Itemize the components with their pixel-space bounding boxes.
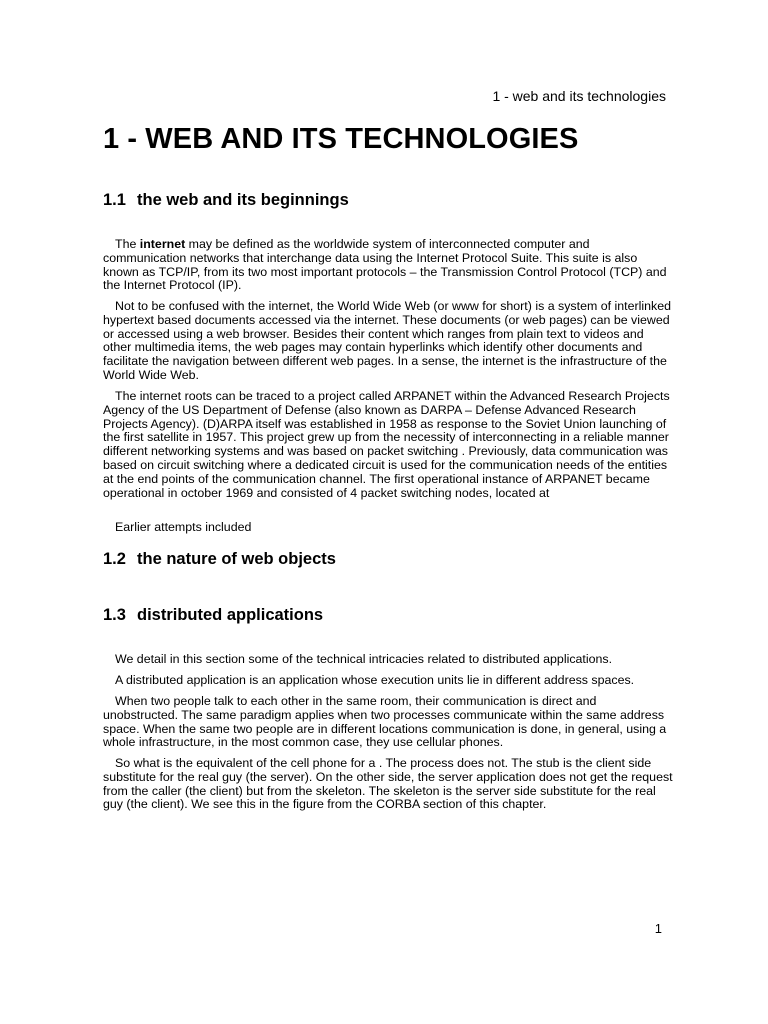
section-number: 1.2 xyxy=(103,550,126,568)
paragraph xyxy=(103,238,673,293)
page-number: 1 xyxy=(654,921,662,936)
section-heading-1-2 xyxy=(103,549,336,569)
section-heading-1-3 xyxy=(103,605,323,625)
paragraph: When two people talk to each other in the same room, their communication is direct and unobstructed. The same paradigm applies when two processes communicate within the same address space. When the same two people are in different locations communication is done, in general, using a whole infrastructure, in the most common case, they use cellular phones. xyxy=(103,694,667,750)
section-heading-1-1 xyxy=(103,190,349,210)
paragraph-lead: The xyxy=(115,237,140,251)
chapter-title: 1 - WEB AND ITS TECHNOLOGIES xyxy=(103,123,579,155)
section-number: 1.1 xyxy=(103,191,126,209)
paragraph: The internet roots can be traced to a project called ARPANET within the Advanced Research Projects Agency of the US Department of Defense (also known as DARPA – Defense Advanced Research Projects Agency). (D)ARPA itself was established in 1958 as response to the Soviet Union launching of the first satellite in 1957. This project grew up from the necessity of interconnecting in a reliable manner different networking systems and was based on packet switching . Previously, data communication was based on circuit switching where a dedicated circuit is used for the communication needs of the entities at the end points of the communication channel. The first operational instance of ARPANET became operational in october 1969 and consisted of 4 packet switching nodes, located at xyxy=(103,389,670,500)
section-title: the web and its beginnings xyxy=(137,191,349,209)
bold-term: internet xyxy=(139,237,186,251)
paragraph-rest: may be defined as the worldwide system of interconnected computer and communication networks that interchange data using the Internet Protocol Suite. This suite is also known as TCP/IP, from its two most important protocols – the Transmission Control Protocol (TCP) and the Internet Protocol (IP). xyxy=(103,237,667,293)
section-number: 1.3 xyxy=(103,606,126,624)
running-header: 1 - web and its technologies xyxy=(492,88,666,104)
paragraph: Earlier attempts included xyxy=(115,520,252,534)
paragraph: We detail in this section some of the technical intricacies related to distributed applications. xyxy=(115,652,613,666)
section-title: distributed applications xyxy=(137,606,324,624)
paragraph: Not to be confused with the internet, the World Wide Web (or www for short) is a system of interlinked hypertext based documents accessed via the internet. These documents (or web pages) can be viewed or accessed using a web browser. Besides their content which ranges from plain text to videos and other multimedia items, the web pages may contain hyperlinks which identify other documents and facilitate the navigation between different web pages. In a sense, the internet is the infrastructure of the World Wide Web. xyxy=(103,299,671,382)
paragraph: A distributed application is an application whose execution units lie in different address spaces. xyxy=(115,673,635,687)
paragraph: So what is the equivalent of the cell phone for a . The process does not. The stub is the client side substitute for the real guy (the server). On the other side, the server application does not get the request from the caller (the client) but from the skeleton. The skeleton is the server side substitute for the real guy (the client). We see this in the figure from the CORBA section of this chapter. xyxy=(103,756,673,812)
section-title: the nature of web objects xyxy=(137,550,336,568)
